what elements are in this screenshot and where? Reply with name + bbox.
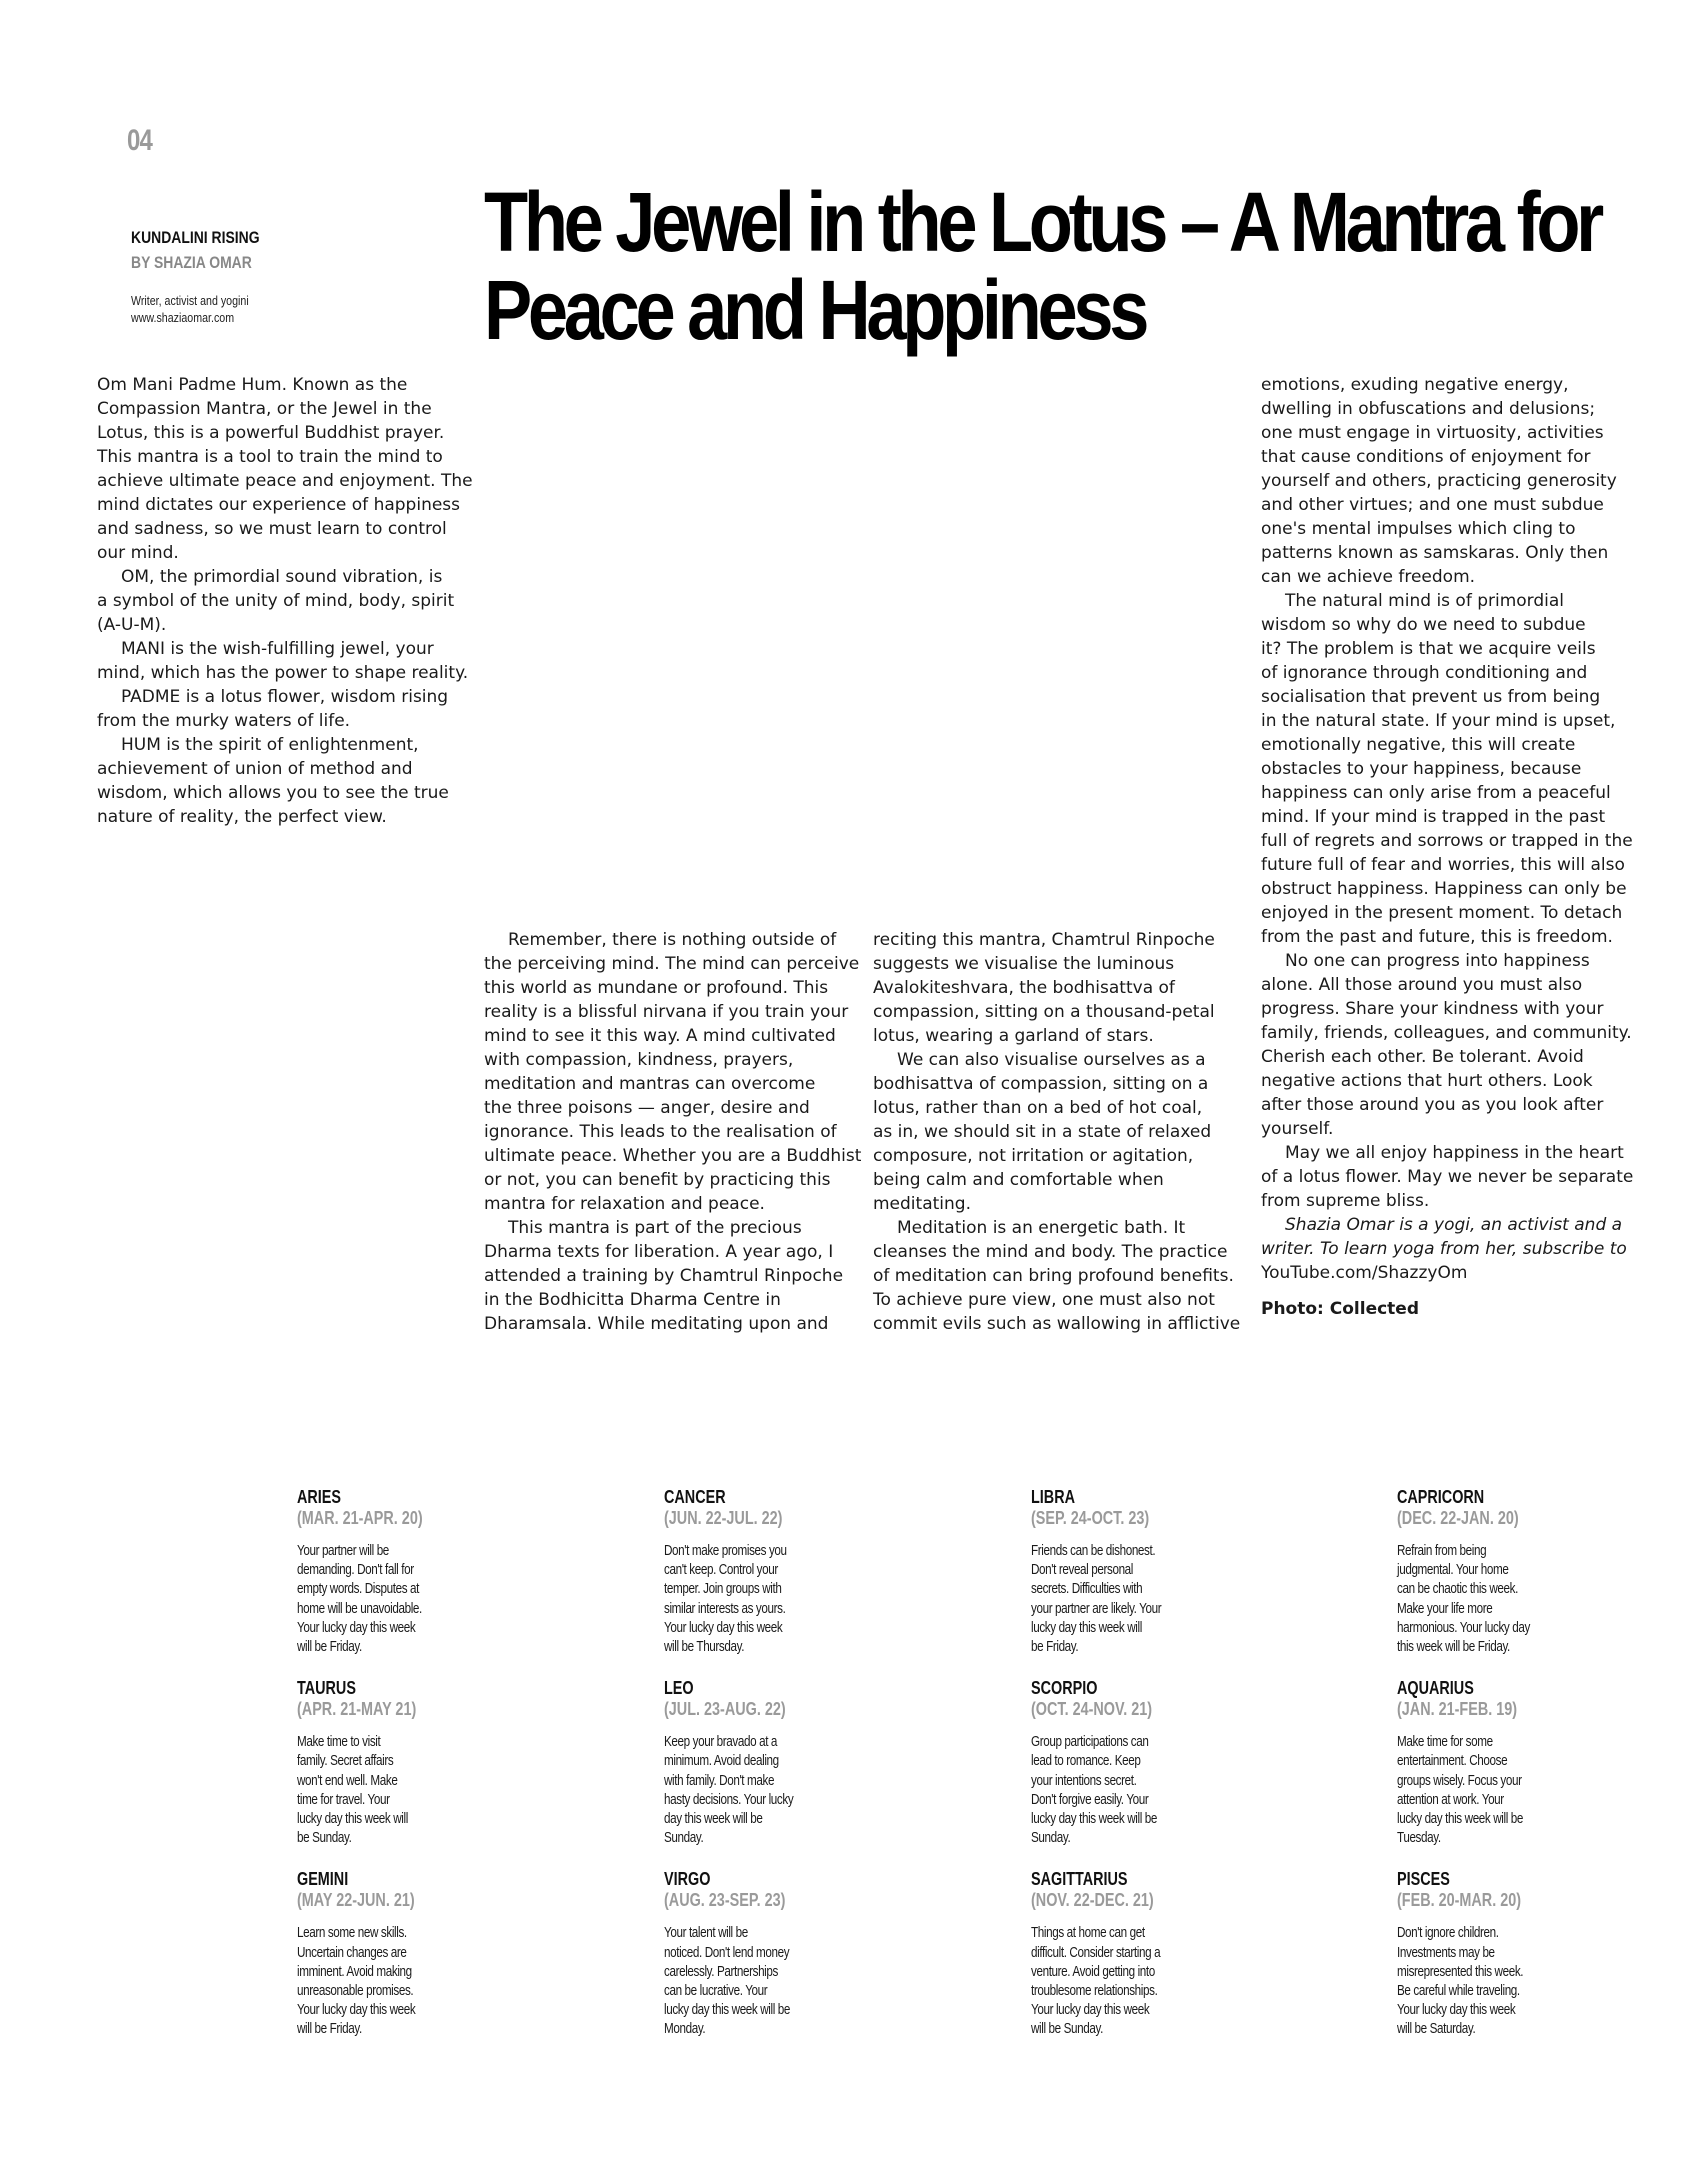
article-text-line: This mantra is a tool to train the mind to (97, 447, 443, 467)
forecast-line: Your lucky day this week (297, 2001, 416, 2019)
article-text-line: full of regrets and sorrows or trapped in the (1261, 831, 1633, 851)
forecast-line: won't end well. Make (297, 1771, 398, 1789)
sign-name: VIRGO (664, 1869, 711, 1890)
horoscope-sign-sagittarius (1031, 1869, 1231, 2038)
forecast-line: carelessly. Partnerships (664, 1962, 778, 1980)
sign-name: AQUARIUS (1397, 1678, 1474, 1699)
article-text-line: in the natural state. If your mind is upset, (1261, 711, 1616, 731)
article-text-line: of meditation can bring profound benefits. (873, 1266, 1234, 1286)
forecast-line: Things at home can get (1031, 1924, 1145, 1942)
sign-dates: (OCT. 24-NOV. 21) (1031, 1699, 1153, 1720)
article-text-line: suggests we visualise the luminous (873, 954, 1175, 974)
forecast-line: judgmental. Your home (1397, 1561, 1509, 1579)
article-column-2 (484, 928, 862, 1336)
forecast-line: can be lucrative. Your (664, 1982, 768, 2000)
sign-forecast (297, 1732, 453, 1847)
sign-name: LIBRA (1031, 1487, 1075, 1507)
forecast-line: difficult. Consider starting a (1031, 1943, 1161, 1961)
article-text-line: MANI is the wish-fulfilling jewel, your (121, 639, 434, 659)
article-text-line: commit evils such as wallowing in afflictive (873, 1314, 1241, 1334)
sign-forecast (1031, 1541, 1187, 1656)
forecast-line: Tuesday. (1397, 1829, 1441, 1847)
forecast-line: Make time to visit (297, 1733, 381, 1751)
forecast-line: Investments may be (1397, 1943, 1495, 1961)
sign-forecast (1397, 1541, 1553, 1656)
article-text-line: Dharamsala. While meditating upon and (484, 1314, 829, 1334)
forecast-line: be Friday. (1031, 1638, 1079, 1656)
youtube-link[interactable]: YouTube.com/ShazzyOm (1261, 1263, 1468, 1283)
article-text-line: This mantra is part of the precious (508, 1218, 802, 1238)
article-text-line: mantra for relaxation and peace. (484, 1194, 765, 1214)
sign-forecast (664, 1732, 820, 1847)
forecast-line: similar interests as yours. (664, 1599, 786, 1617)
horoscope-sign-capricorn (1397, 1487, 1597, 1656)
forecast-line: groups wisely. Focus your (1397, 1771, 1522, 1789)
article-text-line: and other virtues; and one must subdue (1261, 495, 1604, 515)
article-text-line: Meditation is an energetic bath. It (897, 1218, 1186, 1238)
forecast-line: time for travel. Your (297, 1790, 390, 1808)
forecast-line: will be Friday. (297, 2020, 362, 2038)
article-text-line: mind dictates our experience of happiness (97, 495, 461, 515)
sign-name: LEO (664, 1678, 694, 1699)
horoscope-sign-leo (664, 1678, 864, 1847)
article-text-line: our mind. (97, 543, 179, 563)
horoscope-column-1 (297, 1487, 497, 2061)
article-text-line: dwelling in obfuscations and delusions; (1261, 399, 1596, 419)
photo-credit: Photo: Collected (1261, 1299, 1420, 1319)
forecast-line: demanding. Don't fall for (297, 1561, 414, 1579)
article-text-line: wisdom, which allows you to see the true (97, 783, 449, 803)
forecast-line: secrets. Difficulties with (1031, 1580, 1143, 1598)
article-text-line: enjoyed in the present moment. To detach (1261, 903, 1623, 923)
article-text-line: future full of fear and worries, this will also (1261, 855, 1625, 875)
article-text-line: cleanses the mind and body. The practice (873, 1242, 1228, 1262)
sign-dates: (JUN. 22-JUL. 22) (664, 1508, 783, 1528)
forecast-line: lucky day this week will be (664, 2001, 791, 2019)
article-text-line: reciting this mantra, Chamtrul Rinpoche (873, 930, 1215, 950)
article-text-line: happiness can only arise from a peaceful (1261, 783, 1611, 803)
forecast-line: Your talent will be (664, 1924, 748, 1942)
column-name: KUNDALINI RISING (131, 228, 260, 247)
sign-name: PISCES (1397, 1869, 1450, 1890)
horoscope-sign-aries (297, 1487, 497, 1656)
sign-forecast (1031, 1732, 1187, 1847)
forecast-line: minimum. Avoid dealing (664, 1752, 779, 1770)
sign-dates: (JUL. 23-AUG. 22) (664, 1699, 786, 1720)
forecast-line: venture. Avoid getting into (1031, 1962, 1155, 1980)
author-website[interactable]: www.shaziaomar.com (131, 310, 235, 325)
author-note-line: writer. To learn yoga from her, subscribe to (1261, 1239, 1627, 1259)
sign-forecast (1397, 1732, 1553, 1847)
article-text-line: attended a training by Chamtrul Rinpoche (484, 1266, 844, 1286)
article-text-line: nature of reality, the perfect view. (97, 807, 387, 827)
forecast-line: Your lucky day this week (1031, 2001, 1150, 2019)
article-text-line: composure, not irritation or agitation, (873, 1146, 1194, 1166)
article-text-line: that cause conditions of enjoyment for (1261, 447, 1591, 467)
sign-forecast (664, 1923, 820, 2038)
article-text-line: socialisation that prevent us from being (1261, 687, 1601, 707)
article-text-line: emotionally negative, this will create (1261, 735, 1576, 755)
article-column-4-paragraphs (1261, 373, 1641, 1213)
horoscope-sign-cancer (664, 1487, 864, 1656)
sign-dates: (JAN. 21-FEB. 19) (1397, 1699, 1518, 1720)
forecast-line: troublesome relationships. (1031, 1982, 1158, 2000)
forecast-line: Don't forgive easily. Your (1031, 1790, 1149, 1808)
forecast-line: day this week will be (664, 1810, 763, 1828)
forecast-line: home will be unavoidable. (297, 1599, 422, 1617)
forecast-line: Your lucky day this week (664, 1618, 783, 1636)
forecast-line: will be Sunday. (1031, 2020, 1103, 2038)
article-text-line: To achieve pure view, one must also not (873, 1290, 1215, 1310)
article-text-line: alone. All those around you must also (1261, 975, 1583, 995)
horoscope-sign-libra (1031, 1487, 1231, 1656)
sign-dates: (NOV. 22-DEC. 21) (1031, 1890, 1154, 1911)
sign-dates: (DEC. 22-JAN. 20) (1397, 1508, 1519, 1528)
forecast-line: will be Saturday. (1397, 2020, 1476, 2038)
forecast-line: Be careful while traveling. (1397, 1982, 1520, 2000)
article-text-line: OM, the primordial sound vibration, is (121, 567, 443, 587)
sign-forecast (297, 1541, 453, 1656)
article-text-line: patterns known as samskaras. Only then (1261, 543, 1609, 563)
forecast-line: Refrain from being (1397, 1542, 1487, 1559)
article-text-line: Om Mani Padme Hum. Known as the (97, 375, 408, 395)
article-text-line: one's mental impulses which cling to (1261, 519, 1576, 539)
forecast-line: your intentions secret. (1031, 1771, 1137, 1789)
sign-dates: (APR. 21-MAY 21) (297, 1699, 417, 1720)
sign-name: CAPRICORN (1397, 1487, 1485, 1507)
article-text-line: one must engage in virtuosity, activities (1261, 423, 1604, 443)
forecast-line: Your partner will be (297, 1542, 389, 1559)
sign-name: ARIES (297, 1487, 342, 1507)
horoscope-column-2 (664, 1487, 864, 2061)
article-text-line: mind. If your mind is trapped in the past (1261, 807, 1606, 827)
sign-dates: (MAR. 21-APR. 20) (297, 1508, 423, 1528)
article-column-3 (873, 928, 1243, 1336)
article-text-line: progress. Share your kindness with your (1261, 999, 1604, 1019)
forecast-line: imminent. Avoid making (297, 1962, 412, 1980)
forecast-line: Make your life more (1397, 1599, 1493, 1617)
article-text-line: from the past and future, this is freedom. (1261, 927, 1613, 947)
article-text-line: bodhisattva of compassion, sitting on a (873, 1074, 1209, 1094)
forecast-line: harmonious. Your lucky day (1397, 1618, 1530, 1636)
article-text-line: the three poisons — anger, desire and (484, 1098, 810, 1118)
forecast-line: lucky day this week will (297, 1810, 408, 1828)
sign-forecast (1397, 1923, 1553, 2038)
article-text-line: achievement of union of method and (97, 759, 413, 779)
article-text-line: the perceiving mind. The mind can perceive (484, 954, 860, 974)
sign-name: GEMINI (297, 1869, 349, 1890)
forecast-line: Friends can be dishonest. (1031, 1542, 1156, 1559)
article-text-line: reality is a blissful nirvana if you train your (484, 1002, 849, 1022)
article-text-line: meditation and mantras can overcome (484, 1074, 816, 1094)
forecast-line: Keep your bravado at a (664, 1733, 778, 1751)
article-text-line: and sadness, so we must learn to control (97, 519, 447, 539)
horoscope-sign-taurus (297, 1678, 497, 1847)
article-text-line: of ignorance through conditioning and (1261, 663, 1588, 683)
article-text-line: of a lotus flower. May we never be separate (1261, 1167, 1634, 1187)
article-text-line: HUM is the spirit of enlightenment, (121, 735, 419, 755)
page-number: 04 (127, 124, 153, 157)
article-text-line: Lotus, this is a powerful Buddhist prayer. (97, 423, 445, 443)
forecast-line: will be Friday. (297, 1638, 362, 1656)
article-text-line: a symbol of the unity of mind, body, spirit (97, 591, 455, 611)
article-text-line: obstacles to your happiness, because (1261, 759, 1582, 779)
forecast-line: Uncertain changes are (297, 1943, 407, 1961)
forecast-line: lead to romance. Keep (1031, 1752, 1141, 1770)
forecast-line: Group participations can (1031, 1733, 1149, 1751)
sign-dates: (SEP. 24-OCT. 23) (1031, 1508, 1150, 1528)
forecast-line: Monday. (664, 2020, 706, 2038)
forecast-line: empty words. Disputes at (297, 1580, 419, 1598)
horoscope-sign-pisces (1397, 1869, 1597, 2038)
byline: BY SHAZIA OMAR (131, 253, 252, 272)
article-text-line: We can also visualise ourselves as a (897, 1050, 1206, 1070)
forecast-line: this week will be Friday. (1397, 1638, 1510, 1656)
headline: The Jewel in the Lotus – A Mantra for Peace and Happiness (484, 175, 1600, 357)
forecast-line: misrepresented this week. (1397, 1962, 1524, 1980)
forecast-line: lucky day this week will be (1031, 1810, 1158, 1828)
article-column-4 (1261, 373, 1641, 1321)
article-text-line: Remember, there is nothing outside of (508, 930, 837, 950)
horoscope-sign-aquarius (1397, 1678, 1597, 1847)
sign-name: SAGITTARIUS (1031, 1869, 1128, 1890)
sign-dates: (FEB. 20-MAR. 20) (1397, 1890, 1522, 1911)
sign-forecast (1031, 1923, 1187, 2038)
article-text-line: emotions, exuding negative energy, (1261, 375, 1569, 395)
forecast-line: Don't make promises you (664, 1542, 787, 1559)
article-text-line: negative actions that hurt others. Look (1261, 1071, 1593, 1091)
article-text-line: Avalokiteshvara, the bodhisattva of (873, 978, 1175, 998)
forecast-line: Don't reveal personal (1031, 1561, 1134, 1579)
article-text-line: this world as mundane or profound. This (484, 978, 829, 998)
forecast-line: Learn some new skills. (297, 1924, 407, 1942)
sign-forecast (297, 1923, 453, 2038)
article-text-line: mind, which has the power to shape reality. (97, 663, 469, 683)
horoscope-column-4 (1397, 1487, 1597, 2061)
forecast-line: can be chaotic this week. (1397, 1580, 1518, 1598)
article-text-line: ignorance. This leads to the realisation of (484, 1122, 837, 1142)
forecast-line: be Sunday. (297, 1829, 352, 1847)
article-text-line: lotus, wearing a garland of stars. (873, 1026, 1154, 1046)
article-text-line: achieve ultimate peace and enjoyment. The (97, 471, 473, 491)
article-text-line: in the Bodhicitta Dharma Centre in (484, 1290, 781, 1310)
horoscope-sign-scorpio (1031, 1678, 1231, 1847)
article-text-line: May we all enjoy happiness in the heart (1285, 1143, 1624, 1163)
forecast-line: entertainment. Choose (1397, 1752, 1508, 1770)
forecast-line: Don't ignore children. (1397, 1924, 1499, 1942)
forecast-line: Your lucky day this week (1397, 2001, 1516, 2019)
article-text-line: can we achieve freedom. (1261, 567, 1476, 587)
forecast-line: temper. Join groups with (664, 1580, 782, 1598)
article-text-line: The natural mind is of primordial (1285, 591, 1565, 611)
forecast-line: Sunday. (1031, 1829, 1071, 1847)
article-text-line: after those around you as you look after (1261, 1095, 1604, 1115)
forecast-line: will be Thursday. (664, 1638, 745, 1656)
forecast-line: lucky day this week will be (1397, 1810, 1524, 1828)
sign-forecast (664, 1541, 820, 1656)
horoscope-column-3 (1031, 1487, 1231, 2061)
article-text-line: Cherish each other. Be tolerant. Avoid (1261, 1047, 1584, 1067)
article-text-line: compassion, sitting on a thousand-petal (873, 1002, 1215, 1022)
forecast-line: Sunday. (664, 1829, 704, 1847)
article-text-line: or not, you can benefit by practicing this (484, 1170, 831, 1190)
article-text-line: Compassion Mantra, or the Jewel in the (97, 399, 432, 419)
article-text-line: from supreme bliss. (1261, 1191, 1430, 1211)
article-text-line: it? The problem is that we acquire veils (1261, 639, 1596, 659)
sign-dates: (MAY 22-JUN. 21) (297, 1890, 415, 1911)
sign-name: SCORPIO (1031, 1678, 1098, 1699)
article-text-line: (A-U-M). (97, 615, 167, 635)
forecast-line: can't keep. Control your (664, 1561, 778, 1579)
forecast-line: with family. Don't make (664, 1771, 775, 1789)
forecast-line: Make time for some (1397, 1733, 1493, 1751)
forecast-line: Your lucky day this week (297, 1618, 416, 1636)
author-bio (131, 292, 249, 326)
article-text-line: yourself. (1261, 1119, 1334, 1139)
forecast-line: hasty decisions. Your lucky (664, 1790, 794, 1808)
sign-dates: (AUG. 23-SEP. 23) (664, 1890, 786, 1911)
article-text-line: PADME is a lotus flower, wisdom rising (121, 687, 449, 707)
forecast-line: noticed. Don't lend money (664, 1943, 790, 1961)
article-text-line: family, friends, colleagues, and community. (1261, 1023, 1632, 1043)
horoscope-sign-gemini (297, 1869, 497, 2038)
article-text-line: wisdom so why do we need to subdue (1261, 615, 1586, 635)
article-text-line: from the murky waters of life. (97, 711, 351, 731)
article-text-line: ultimate peace. Whether you are a Buddhist (484, 1146, 862, 1166)
article-text-line: with compassion, kindness, prayers, (484, 1050, 794, 1070)
forecast-line: attention at work. Your (1397, 1790, 1504, 1808)
author-bio-line: Writer, activist and yogini (131, 293, 249, 308)
forecast-line: unreasonable promises. (297, 1982, 414, 2000)
author-note-line: Shazia Omar is a yogi, an activist and a (1285, 1215, 1623, 1235)
article-text-line: obstruct happiness. Happiness can only be (1261, 879, 1627, 899)
horoscope-sign-virgo (664, 1869, 864, 2038)
article-text-line: lotus, rather than on a bed of hot coal, (873, 1098, 1203, 1118)
article-text-line: mind to see it this way. A mind cultivated (484, 1026, 836, 1046)
forecast-line: family. Secret affairs (297, 1752, 394, 1770)
forecast-line: lucky day this week will (1031, 1618, 1142, 1636)
article-text-line: meditating. (873, 1194, 971, 1214)
article-column-1 (97, 373, 473, 829)
article-text-line: No one can progress into happiness (1285, 951, 1590, 971)
article-text-line: yourself and others, practicing generosity (1261, 471, 1617, 491)
article-text-line: as in, we should sit in a state of relaxed (873, 1122, 1212, 1142)
article-text-line: Dharma texts for liberation. A year ago, I (484, 1242, 834, 1262)
sign-name: CANCER (664, 1487, 726, 1507)
sign-name: TAURUS (297, 1678, 356, 1699)
forecast-line: your partner are likely. Your (1031, 1599, 1162, 1617)
article-text-line: being calm and comfortable when (873, 1170, 1164, 1190)
